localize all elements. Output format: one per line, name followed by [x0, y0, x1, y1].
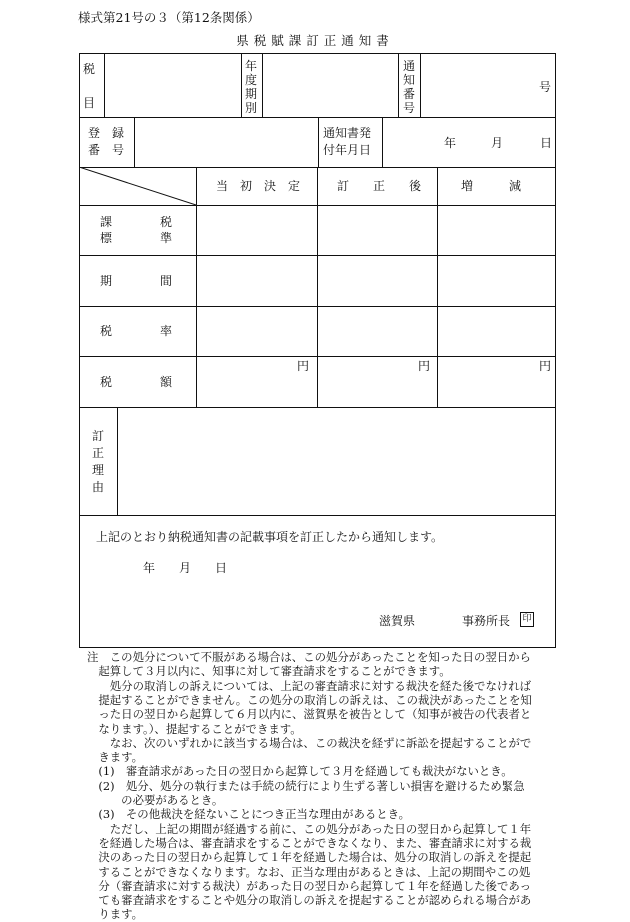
note-line: (2) 処分、処分の執行または手続の続行により生ずる著しい損害を避けるため緊急 [87, 778, 525, 793]
tax-base-label: 税 [160, 215, 173, 229]
column-corrected: 訂 正 後 [337, 179, 422, 193]
divider-v [317, 167, 318, 407]
divider-v [437, 167, 438, 407]
note-line: なります。）、提起することができます。 [87, 721, 302, 736]
issue-day: 日 [540, 136, 553, 150]
tax-item-label-bottom: 目 [83, 96, 96, 110]
divider-v [398, 53, 399, 117]
note-line: ても審査請求をすることや処分の取消しの訴えを提起することが認められる場合があ [87, 893, 532, 908]
diagonal-header-cell [79, 167, 197, 205]
document-title: 県税賦課訂正通知書 [236, 33, 394, 48]
note-line: することができなくなります。なお、正当な理由があるときは、上記の期間やこの処 [87, 864, 531, 879]
divider-v [382, 117, 383, 167]
note-line: を経過した場合は、審査請求をすることができなくなり、また、審査請求に対する裁 [87, 835, 532, 850]
note-line: 決のあった日の翌日から起算して１年を経過した場合は、処分の取消しの訴えを提起 [87, 850, 532, 865]
yen-unit-corrected: 円 [418, 359, 431, 373]
divider-v [104, 53, 105, 117]
seal-stamp: 印 [520, 612, 534, 627]
issue-date-label-bottom: 付年月日 [323, 143, 372, 157]
note-line: の必要があるとき。 [87, 793, 224, 807]
note-line: 注 この処分について不服がある場合は、この処分があったことを知った日の翌日から [87, 650, 531, 664]
note-line: ります。 [87, 907, 144, 922]
notice-statement: 上記のとおり納税通知書の記載事項を訂正したから通知します。 [96, 530, 444, 544]
divider-v [117, 407, 118, 515]
statement-month: 月 [179, 561, 192, 575]
divider-v [420, 53, 421, 117]
divider-v [318, 117, 319, 167]
correction-reason-label: 訂正理由 [91, 429, 104, 494]
form-number: 様式第21号の３（第12条関係） [78, 10, 260, 25]
note-line: 提起することができません。この処分の取消しの訴えは、この裁決があったことを知 [87, 692, 532, 707]
tax-base-label: 課 [100, 215, 113, 229]
issue-year: 年 [444, 136, 457, 150]
tax-rate-label: 率 [160, 324, 173, 338]
divider-amount [79, 407, 556, 408]
issue-date-label-top: 通知書発 [323, 126, 372, 140]
issuer-office: 事務所長 [462, 614, 511, 628]
statement-day: 日 [215, 561, 228, 575]
divider-v [262, 53, 263, 117]
note-line: きます。 [87, 750, 144, 765]
divider-reason [79, 515, 556, 516]
registration-label-bottom: 番 号 [88, 143, 125, 157]
tax-amount-label: 額 [160, 375, 173, 389]
divider-v [241, 53, 242, 117]
column-difference: 増 減 [461, 179, 522, 193]
issuer-prefecture: 滋賀県 [379, 614, 416, 628]
note-line: 処分の取消しの訴えについては、上記の審査請求に対する裁決を経た後でなければ [87, 678, 532, 693]
number-suffix: 号 [539, 80, 552, 94]
period-label: 間 [160, 274, 173, 288]
note-line: なお、次のいずれかに該当する場合は、この裁決を経ずに訴訟を提起することがで [87, 735, 532, 750]
tax-item-label-top: 税 [83, 62, 96, 76]
note-line: ただし、上記の期間が経過する前に、この処分があった日の翌日から起算して１年 [87, 821, 532, 836]
year-period-label: 年度期別 [244, 59, 257, 115]
tax-base-label: 標 [100, 231, 113, 245]
notice-number-label: 通知番号 [402, 59, 415, 115]
statement-year: 年 [143, 561, 156, 575]
note-line: (3) その他裁決を経ないことにつき正当な理由があるとき。 [87, 807, 410, 822]
column-initial-decision: 当 初 決 定 [216, 179, 301, 193]
divider-v [134, 117, 135, 167]
note-line: 分（審査請求に対する裁決）があった日の翌日から起算して１年を経過した後であっ [87, 878, 532, 893]
yen-unit-difference: 円 [539, 359, 552, 373]
tax-base-label: 準 [160, 231, 173, 245]
tax-rate-label: 税 [100, 324, 113, 338]
registration-label-top: 登 録 [88, 126, 125, 140]
period-label: 期 [100, 274, 113, 288]
note-line: 起算して３月以内に、知事に対して審査請求をすることができます。 [87, 664, 451, 679]
note-line: った日の翌日から起算して６月以内に、滋賀県を被告として（知事が被告の代表者と [87, 707, 532, 722]
tax-amount-label: 税 [100, 375, 113, 389]
note-line: (1) 審査請求があった日の翌日から起算して３月を経過しても裁決がないとき。 [87, 764, 513, 779]
issue-month: 月 [491, 136, 504, 150]
yen-unit-initial: 円 [297, 359, 310, 373]
